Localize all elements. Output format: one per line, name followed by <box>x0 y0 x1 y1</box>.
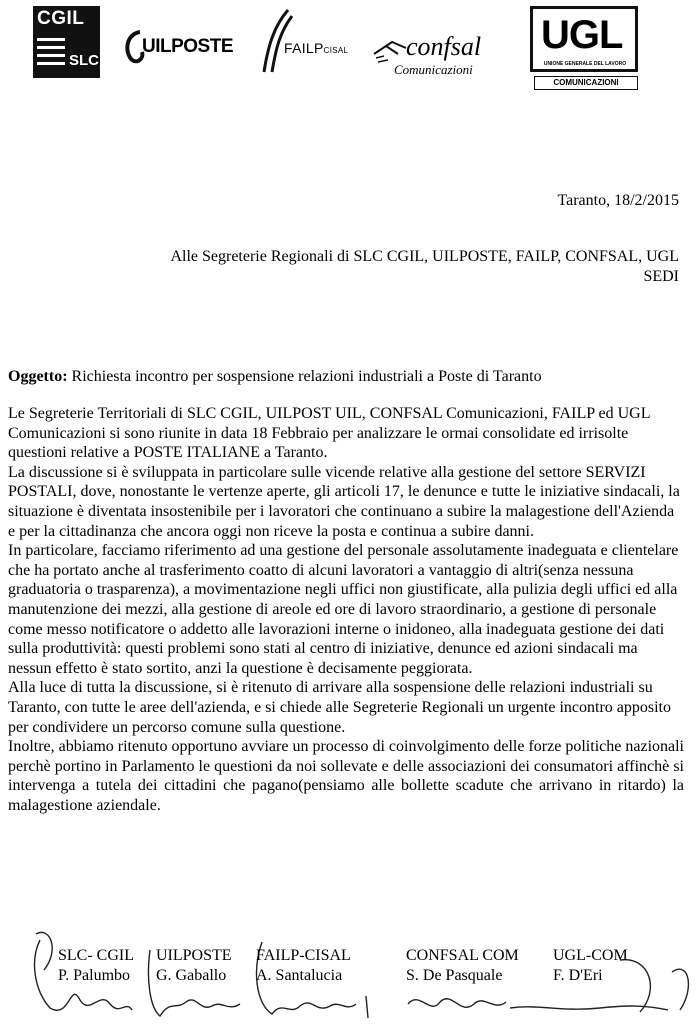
cgil-logo-text: CGIL <box>37 8 85 29</box>
recipient-block <box>170 247 679 287</box>
uilposte-logo <box>122 28 234 66</box>
cgil-slc-logo <box>33 6 100 78</box>
uilposte-logo-text: UILPOSTE <box>142 36 234 57</box>
signatory-org: UGL-COM <box>553 947 628 964</box>
failp-logo-text: FAILPCISAL <box>284 40 349 56</box>
signatory-org: SLC- CGIL <box>58 947 134 964</box>
signatory-ugl-com <box>553 946 628 986</box>
signatory-org: UILPOSTE <box>156 947 232 964</box>
signatory-name: F. D'Eri <box>553 967 603 984</box>
ugl-sub-text: UNIONE GENERALE DEL LAVORO <box>543 61 627 67</box>
slc-logo-text: SLC <box>69 52 99 69</box>
body-paragraph: Alla luce di tutta la discussione, si è ritenuto di arrivare alla sospensione delle relazioni industriali su Taranto, con tutte le aree dell'azienda, e si chiede alle Segreterie Regionali un urgente incontro apposito per condividere un percorso comune sulla questione. <box>8 679 671 736</box>
subject-label: Oggetto: <box>8 368 68 385</box>
recipient-sedi: SEDI <box>643 268 679 285</box>
recipient-line: Alle Segreterie Regionali di SLC CGIL, UILPOSTE, FAILP, CONFSAL, UGL <box>170 248 679 265</box>
signatory-uilposte <box>156 946 232 986</box>
body-paragraph: La discussione si è sviluppata in particolare sulle vicende relative alla gestione del settore SERVIZI POSTALI, dove, nonostante le vertenze aperte, gli articoli 17, le denunce e tutte le iniziative sindacali, la situazione è diventata insostenibile per i lavoratori che continuano a subire la malagestione dell'Azienda e per la cittadinanza che ancora oggi non riceve la posta e continua a subire danni. <box>8 463 680 540</box>
body-paragraph: Inoltre, abbiamo ritenuto opportuno avviare un processo di coinvolgimento delle forze politiche nazionali perchè portino in Parlamento le questioni da noi sollevate e delle associazioni dei consumatori affinchè si intervenga a tutela dei cittadini che pagano(pensiamo alle bollette scadute che arrivano in ritardo) la malagestione aziendale. <box>8 738 684 814</box>
letter-body <box>8 404 684 815</box>
signatory-confsal-com <box>406 946 519 986</box>
signatory-name: G. Gaballo <box>156 967 227 984</box>
signatory-failp-cisal <box>256 946 351 986</box>
signatory-name: A. Santalucia <box>256 967 343 984</box>
date-line: Taranto, 18/2/2015 <box>557 192 679 209</box>
subject-text: Richiesta incontro per sospensione relazioni industriali a Poste di Taranto <box>67 368 542 385</box>
logo-header <box>0 0 697 100</box>
signatory-name: S. De Pasquale <box>406 967 503 984</box>
ugl-logo-text: UGL <box>541 13 623 57</box>
confsal-sub-text: Comunicazioni <box>394 62 473 77</box>
confsal-logo <box>372 28 482 80</box>
signatory-org: FAILP-CISAL <box>256 947 351 964</box>
ugl-comunicazioni-logo <box>530 6 640 90</box>
body-paragraph: Le Segreterie Territoriali di SLC CGIL, UILPOST UIL, CONFSAL Comunicazioni, FAILP ed UGL Comunicazioni si sono riunite in data 18 Febbraio per analizzare le ormai consolidate ed irrisolte questioni relative a POSTE ITALIANE a Taranto. <box>8 405 650 462</box>
failp-cisal-logo <box>258 6 358 76</box>
ugl-division-text: COMUNICAZIONI <box>534 76 638 90</box>
signatory-org: CONFSAL COM <box>406 947 519 964</box>
signatory-slc-cgil <box>58 946 134 986</box>
subject-line <box>8 368 542 386</box>
body-paragraph: In particolare, facciamo riferimento ad una gestione del personale assolutamente inadeguata e clientelare che ha portato anche al trasferimento coatto di alcuni lavoratori a vantaggio di altri(senza nessuna graduatoria o trasparenza), a movimentazione negli uffici non giustificate, alla pulizia degli uffici ed alla manutenzione dei mezzi, alla gestione di areole ed ore di lavoro straordinario, a gestione di personale come messo notificatore o addetto alle lavorazioni interne o inidoneo, alla inadeguata gestione dei dati sulla produttività: questi problemi sono stati al centro di iniziative, denunce ed azioni sindacali ma nessun effetto è stato sortito, anzi la questione è decisamente peggiorata. <box>8 542 679 677</box>
confsal-logo-text: confsal <box>406 32 482 61</box>
signatory-name: P. Palumbo <box>58 967 131 984</box>
